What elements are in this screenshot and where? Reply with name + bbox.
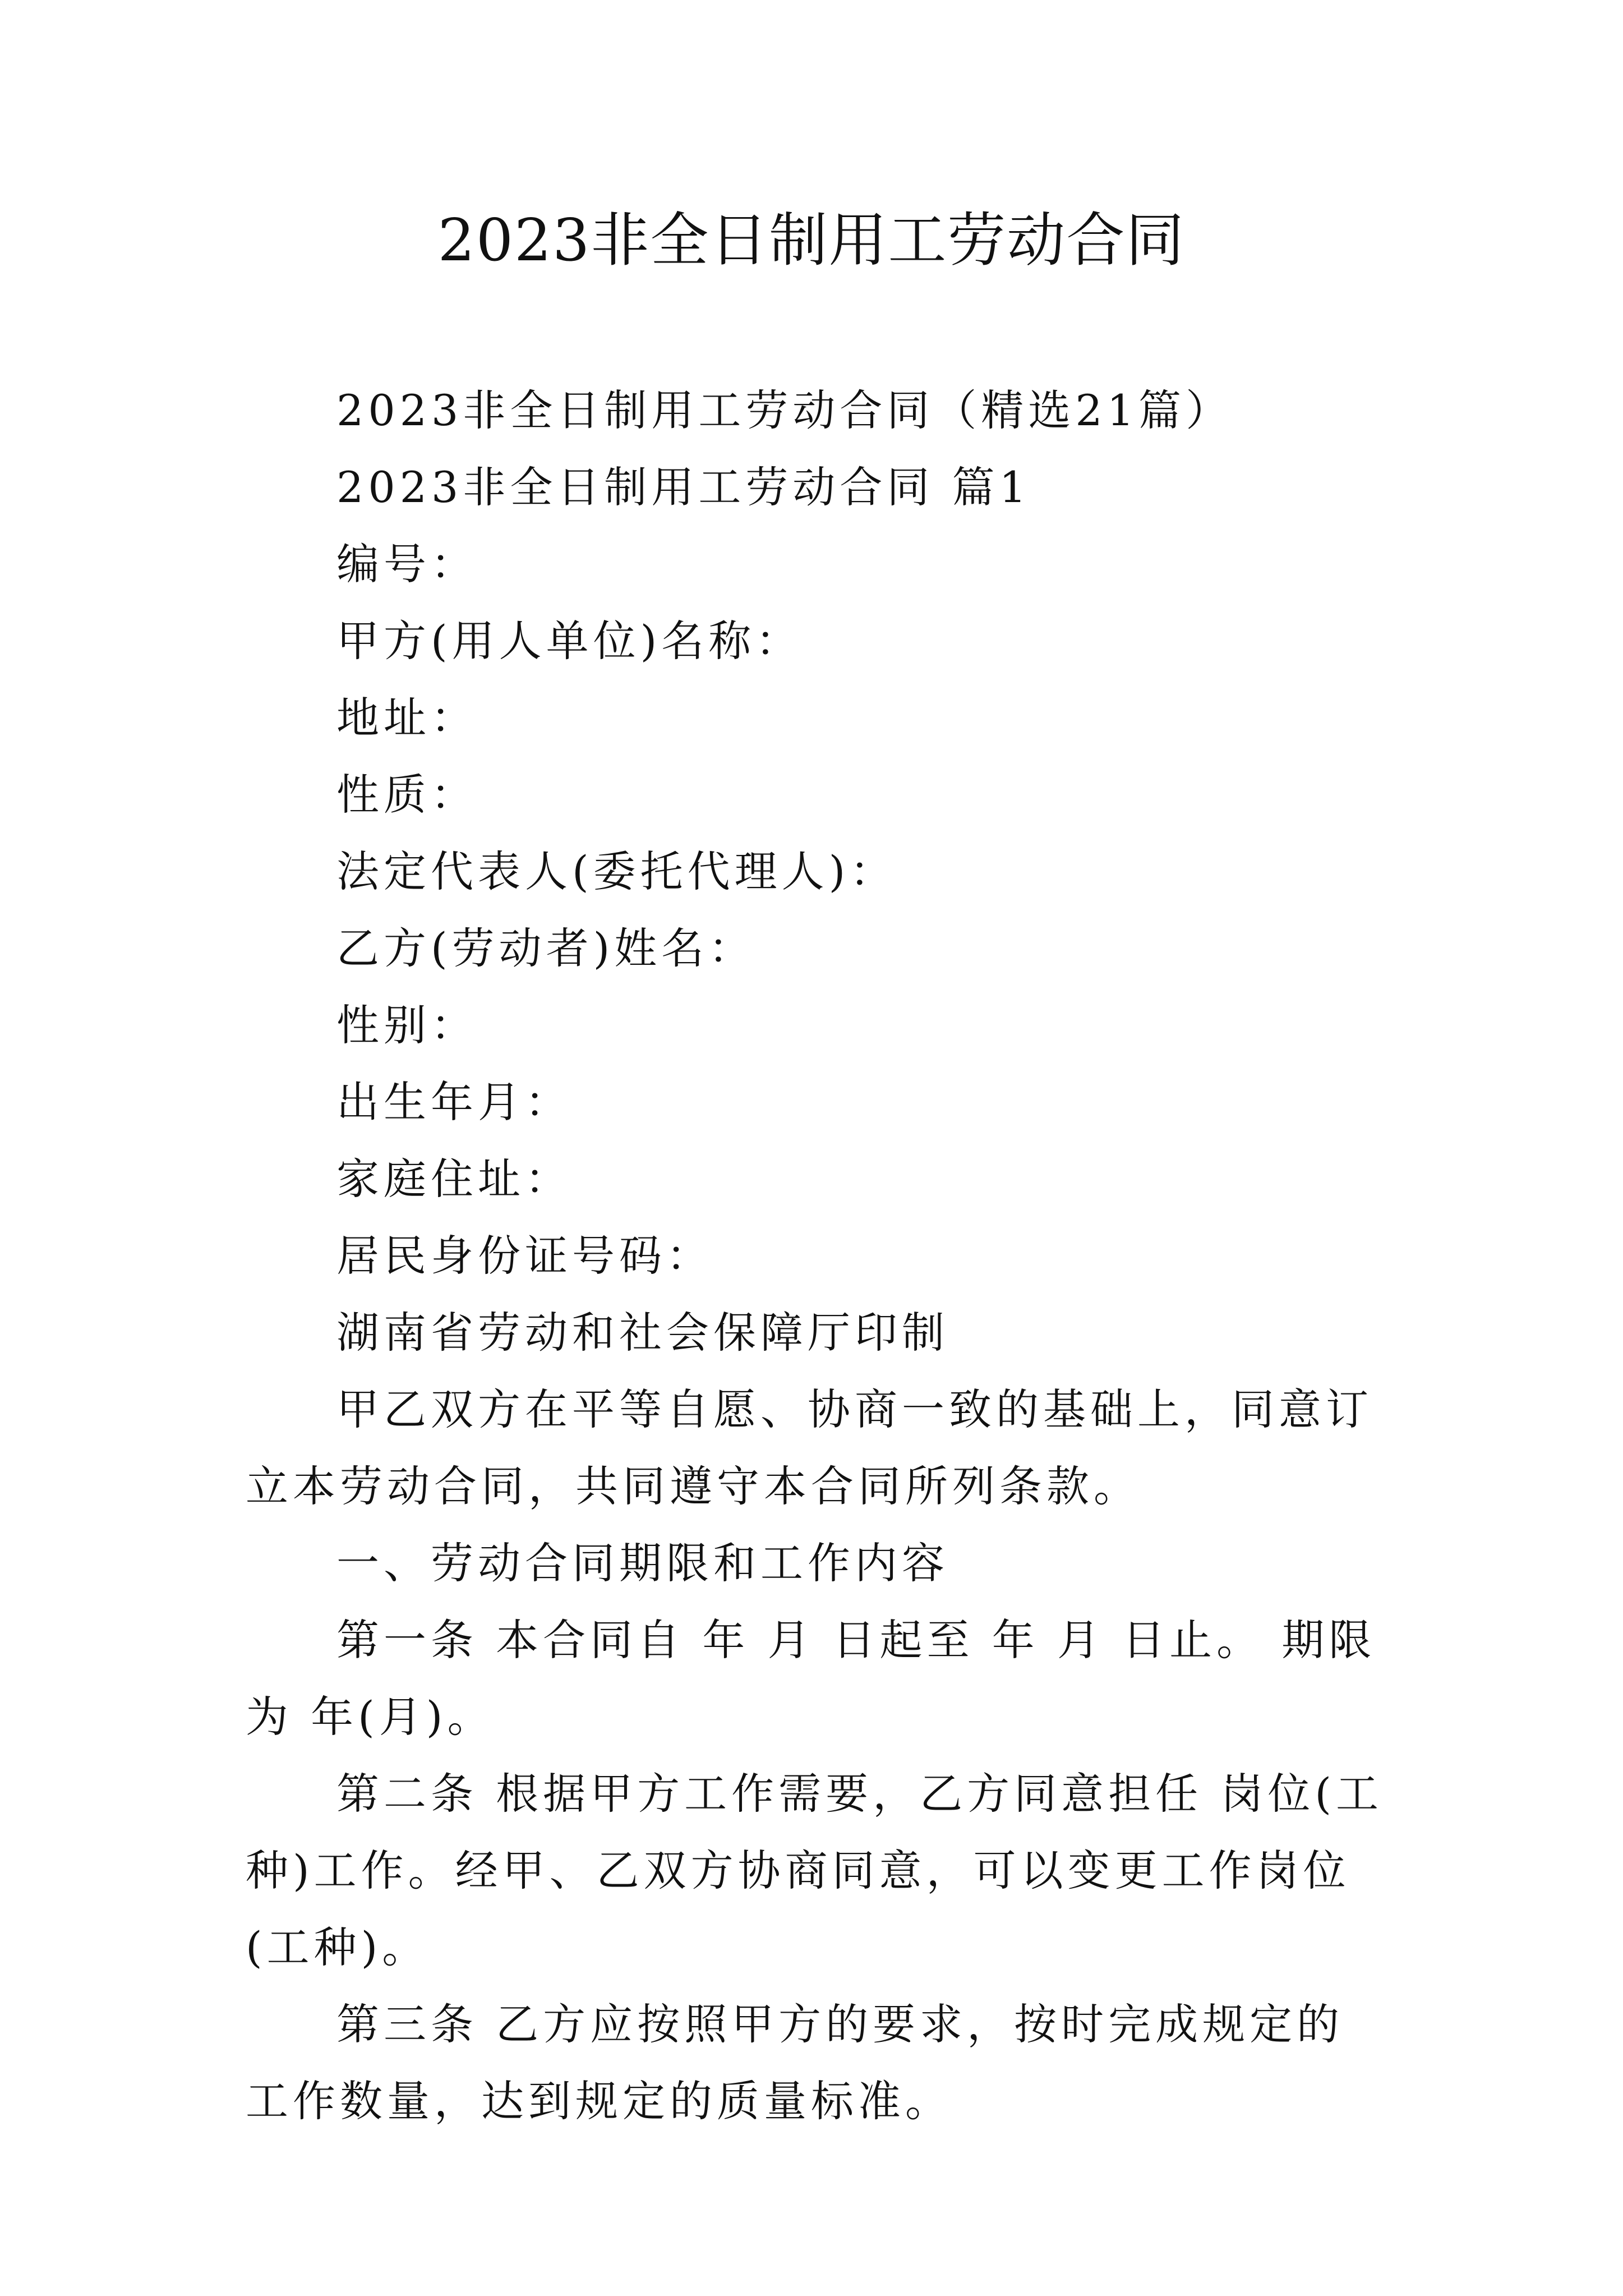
field-birth-date: 出生年月：: [336, 1077, 572, 1127]
field-id-number: 居民身份证号码：: [336, 1231, 713, 1281]
article-3: 第三条 乙方应按照甲方的要求，按时完成规定的工作数量，达到规定的质量标准。: [246, 1999, 1344, 2126]
document-title: 2023非全日制用工劳动合同: [437, 206, 1186, 274]
paragraph-section-heading: 2023非全日制用工劳动合同 篇1: [336, 462, 1031, 512]
field-party-a-name: 甲方(用人单位)名称：: [336, 616, 803, 666]
field-nature: 性质：: [336, 770, 478, 820]
field-home-address: 家庭住址：: [336, 1154, 572, 1204]
section-heading-1: 一、劳动合同期限和工作内容: [336, 1538, 949, 1588]
paragraph-subtitle: 2023非全日制用工劳动合同（精选21篇）: [336, 385, 1233, 435]
field-number: 编号：: [336, 539, 478, 589]
field-legal-representative: 法定代表人(委托代理人)：: [336, 846, 897, 896]
paragraph-printed-by: 湖南省劳动和社会保障厅印制: [336, 1308, 949, 1358]
article-1: 第一条 本合同自 年 月 日起至 年 月 日止。 期限为 年(月)。: [246, 1615, 1376, 1742]
article-2: 第二条 根据甲方工作需要，乙方同意担任 岗位(工种)工作。经甲、乙双方协商同意，可以变更工作岗位(工种)。: [246, 1769, 1383, 1972]
field-gender: 性别：: [336, 1000, 478, 1050]
field-party-b-name: 乙方(劳动者)姓名：: [336, 923, 756, 973]
document-body: [246, 372, 1390, 2139]
field-address: 地址：: [336, 693, 478, 743]
paragraph-preamble: 甲乙双方在平等自愿、协商一致的基础上，同意订立本劳动合同，共同遵守本合同所列条款。: [246, 1384, 1373, 1511]
